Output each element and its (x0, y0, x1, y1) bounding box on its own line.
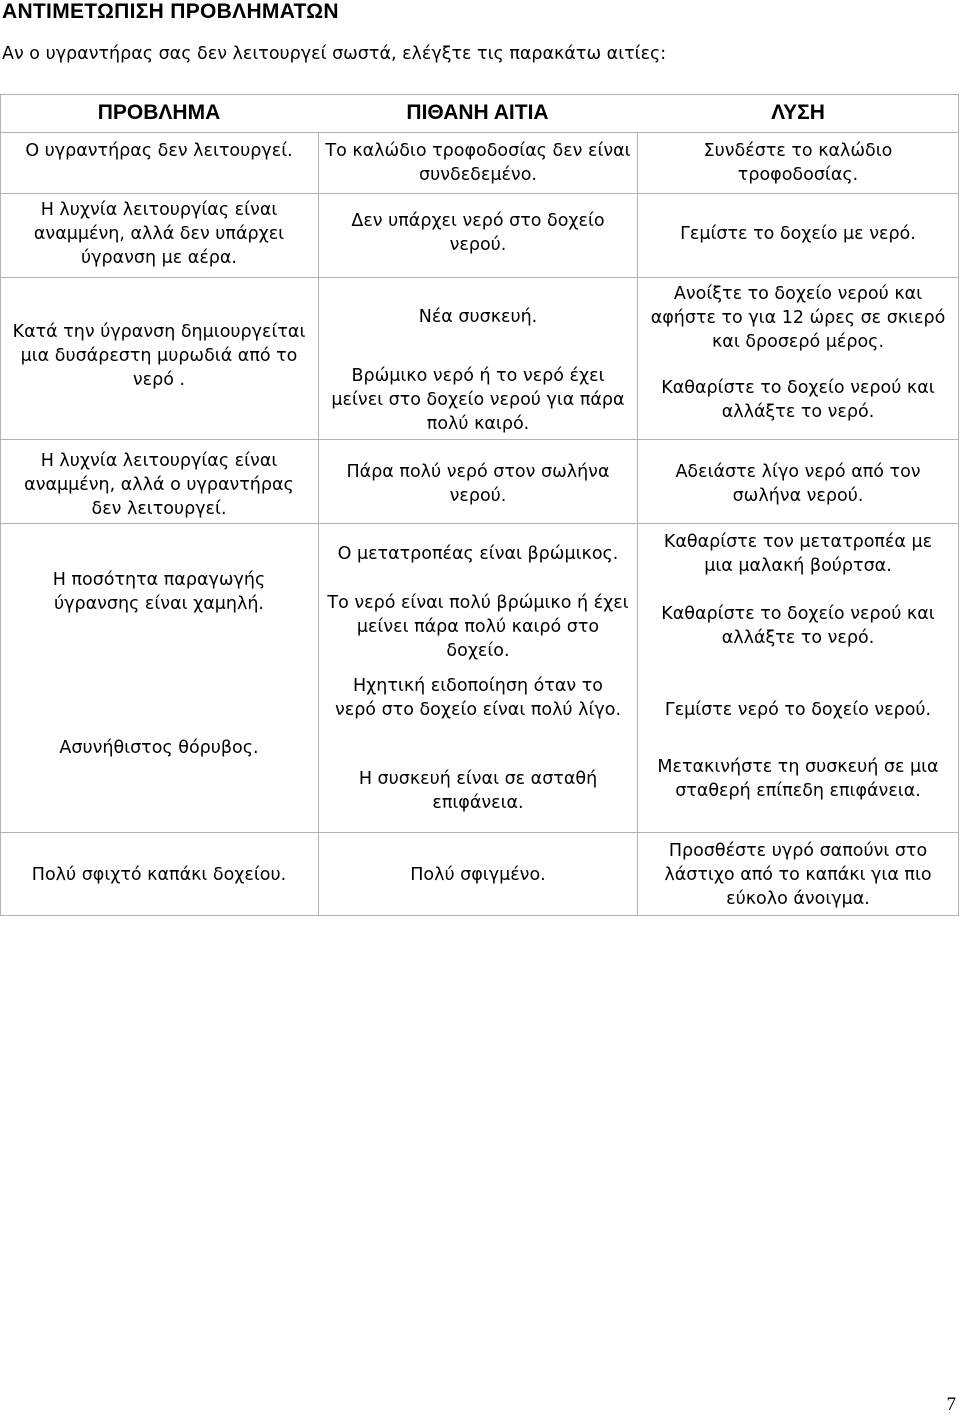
cause-cell: Βρώμικο νερό ή το νερό έχει μείνει στο δοχείο νερού για πάρα πολύ καιρό. (331, 366, 625, 434)
row-divider (0, 277, 959, 278)
row-divider (0, 523, 959, 524)
solution-cell: Μετακινήστε τη συσκευή σε μια σταθερή επίπεδη επιφάνεια. (657, 757, 939, 801)
row-divider (0, 439, 959, 440)
solution-cell: Καθαρίστε το δοχείο νερού και αλλάξτε το νερό. (661, 604, 935, 648)
cause-cell: Δεν υπάρχει νερό στο δοχείο νερού. (351, 211, 605, 255)
cause-cell: Πάρα πολύ νερό στον σωλήνα νερού. (346, 462, 610, 506)
solution-cell: Καθαρίστε τον μετατροπέα με μια μαλακή βούρτσα. (663, 532, 933, 576)
table-border-right (958, 94, 959, 916)
cause-cell: Ηχητική ειδοποίηση όταν το νερό στο δοχείο είναι πολύ λίγο. (334, 676, 622, 720)
problem-cell: Ο υγραντήρας δεν λειτουργεί. (25, 141, 293, 161)
problem-cell: Η λυχνία λειτουργίας είναι αναμμένη, αλλά δεν υπάρχει ύγρανση με αέρα. (33, 200, 285, 268)
header-solution: ΛΥΣΗ (771, 101, 825, 124)
cause-cell: Πολύ σφιγμένο. (410, 865, 546, 885)
table-border-bottom (0, 915, 959, 916)
column-divider (637, 132, 638, 915)
solution-cell: Ανοίξτε το δοχείο νερού και αφήστε το για 12 ώρες σε σκιερό και δροσερό μέρος. (650, 284, 946, 352)
troubleshooting-table (0, 94, 959, 916)
solution-cell: Καθαρίστε το δοχείο νερού και αλλάξτε το νερό. (661, 378, 935, 422)
solution-cell: Προσθέστε υγρό σαπούνι στο λάστιχο από το καπάκι για πιο εύκολο άνοιγμα. (664, 841, 932, 909)
solution-cell: Γεμίστε το δοχείο με νερό. (680, 224, 916, 244)
problem-cell: Ασυνήθιστος θόρυβος. (59, 738, 259, 758)
cause-cell: Το καλώδιο τροφοδοσίας δεν είναι συνδεδεμένο. (325, 141, 631, 185)
problem-cell: Πολύ σφιχτό καπάκι δοχείου. (31, 865, 287, 885)
row-divider (0, 193, 959, 194)
page-title: ΑΝΤΙΜΕΤΩΠΙΣΗ ΠΡΟΒΛΗΜΑΤΩΝ (2, 0, 339, 23)
column-divider (318, 132, 319, 915)
header-divider (0, 132, 959, 133)
solution-cell: Συνδέστε το καλώδιο τροφοδοσίας. (703, 141, 893, 185)
row-divider (0, 832, 959, 833)
problem-cell: Κατά την ύγρανση δημιουργείται μια δυσάρεστη μυρωδιά από το νερό . (12, 322, 306, 390)
problem-cell: Η λυχνία λειτουργίας είναι αναμμένη, αλλά ο υγραντήρας δεν λειτουργεί. (24, 451, 294, 519)
solution-cell: Αδειάστε λίγο νερό από τον σωλήνα νερού. (675, 462, 921, 506)
header-problem: ΠΡΟΒΛΗΜΑ (97, 101, 221, 124)
header-cause: ΠΙΘΑΝΗ ΑΙΤΙΑ (406, 101, 549, 124)
table-border-left (0, 94, 1, 916)
cause-cell: Νέα συσκευή. (418, 307, 538, 327)
solution-cell: Γεμίστε νερό το δοχείο νερού. (664, 700, 932, 720)
cause-cell: Το νερό είναι πολύ βρώμικο ή έχει μείνει πάρα πολύ καιρό στο δοχείο. (327, 593, 629, 661)
cause-cell: Ο μετατροπέας είναι βρώμικος. (337, 544, 619, 564)
cause-cell: Η συσκευή είναι σε ασταθή επιφάνεια. (358, 769, 598, 813)
page-number: 7 (946, 1394, 956, 1415)
problem-cell: Η ποσότητα παραγωγής ύγρανσης είναι χαμηλή. (52, 570, 266, 614)
intro-text: Αν ο υγραντήρας σας δεν λειτουργεί σωστά, ελέγξτε τις παρακάτω αιτίες: (2, 44, 667, 64)
